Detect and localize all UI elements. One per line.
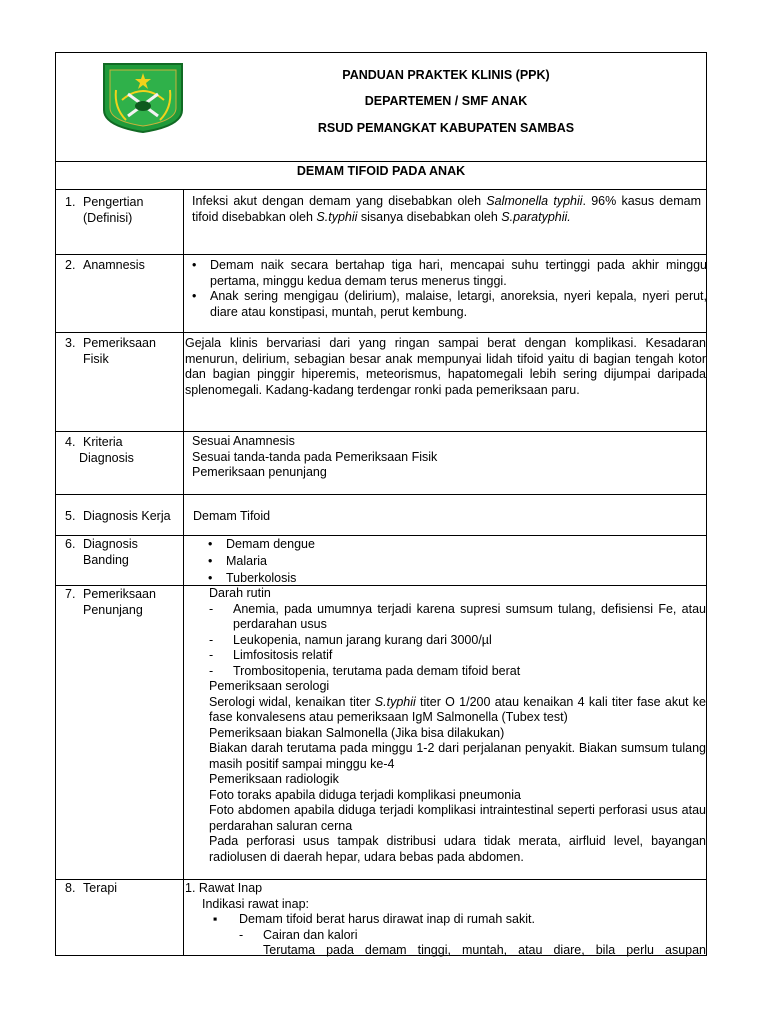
section-anamnesis: [56, 254, 706, 332]
document-header: [56, 53, 706, 161]
list-item: • Demam naik secara bertahap tiga hari, mencapai suhu tertinggi pada akhir minggu pertama, minggu kedua demam terus menerus tinggi.: [188, 258, 707, 289]
section-label: 3. Pemeriksaan Fisik: [65, 336, 156, 366]
ppk-document: [55, 52, 707, 956]
section-label: 1. Pengertian (Definisi): [65, 195, 144, 225]
list-item: • Malaria: [204, 553, 315, 570]
section-definition: [56, 189, 706, 254]
title-row: [56, 161, 706, 189]
list-item: - Anemia, pada umumnya terjadi karena supresi sumsum tulang, defisiensi Fe, atau perdarahan usus: [209, 602, 706, 633]
list-item: - Leukopenia, namun jarang kurang dari 3000/µl: [209, 633, 706, 649]
list-item: - Cairan dan kalori: [185, 928, 706, 944]
header-title: PANDUAN PRAKTEK KLINIS (PPK): [342, 68, 550, 82]
section-label: 6. Diagnosis Banding: [65, 537, 138, 567]
section-supporting-exam: [56, 585, 706, 879]
definition-text: Infeksi akut dengan demam yang disebabkan oleh Salmonella typhii. 96% kasus demam tifoid disebabkan oleh S.typhii sisanya disebabkan oleh S.paratyphii.: [192, 194, 701, 224]
diagnosis-criteria-list: Sesuai Anamnesis Sesuai tanda-tanda pada Pemeriksaan Fisik Pemeriksaan penunjang: [192, 434, 438, 479]
section-label: 5. Diagnosis Kerja: [65, 509, 171, 523]
supporting-exam-content: Darah rutin - Anemia, pada umumnya terjadi karena supresi sumsum tulang, defisiensi Fe, atau perdarahan usus - Leukopenia, namun jarang kurang dari 3000/µl - Limfositosis relatif - Trombositopenia, terutama pada demam tifoid berat Pemeriksaan serologi Serologi widal, kenaikan titer S.typhii titer O 1/200 atau kenaikan 4 kali titer fase akut ke fase konvalesens atau pemeriksaan IgM Salmonella (Tubex test) Pemeriksaan biakan Salmonella (Jika bisa dilakukan) Biakan darah terutama pada minggu 1-2 dari perjalanan penyakit. Biakan sumsum tulang masih positif sampai minggu ke-4 Pemeriksaan radiologik Foto toraks apabila diduga terjadi komplikasi pneumonia Foto abdomen apabila diduga terjadi komplikasi intraintestinal seperti perforasi usus atau perdarahan saluran cerna Pada perforasi usus tampak distribusi udara tidak merata, airfluid level, bayangan radiolusen di daerah hepar, udara bebas pada abdomen.: [209, 586, 706, 865]
differential-list: [204, 536, 315, 587]
section-diagnosis-criteria: [56, 431, 706, 494]
section-label: 2. Anamnesis: [65, 258, 145, 272]
sambas-regency-emblem-icon: [100, 60, 186, 134]
section-physical-exam: [56, 332, 706, 431]
list-item: • Demam dengue: [204, 536, 315, 553]
list-item: - Limfositosis relatif: [209, 648, 706, 664]
section-label: 4. Kriteria Diagnosis: [65, 435, 134, 465]
section-label: 8. Terapi: [65, 881, 118, 895]
list-item: - Trombositopenia, terutama pada demam tifoid berat: [209, 664, 706, 680]
anamnesis-list: [188, 258, 707, 320]
therapy-content: 1. Rawat Inap Indikasi rawat inap: ▪ Demam tifoid berat harus dirawat inap di rumah sakit. - Cairan dan kalori Terutama pada demam tinggi, muntah, atau diare, bila perlu asupan: [185, 881, 706, 959]
header-hospital: RSUD PEMANGKAT KABUPATEN SAMBAS: [317, 121, 575, 135]
list-item: • Tuberkolosis: [204, 570, 315, 587]
section-label: 7. Pemeriksaan Penunjang: [65, 587, 156, 617]
list-item: ▪ Demam tifoid berat harus dirawat inap di rumah sakit.: [185, 912, 706, 928]
list-item: • Anak sering mengigau (delirium), malaise, letargi, anoreksia, nyeri kepala, nyeri perut, diare atau konstipasi, muntah, perut kembung.: [188, 289, 707, 320]
header-department: DEPARTEMEN / SMF ANAK: [364, 94, 528, 108]
section-differential-diagnosis: [56, 535, 706, 585]
section-therapy: [56, 879, 706, 955]
working-diagnosis-text: Demam Tifoid: [193, 509, 271, 523]
document-title: DEMAM TIFOID PADA ANAK: [296, 164, 466, 178]
section-working-diagnosis: [56, 494, 706, 535]
physical-exam-text: Gejala klinis bervariasi dari yang ringan sampai berat dengan komplikasi. Kesadaran menurun, delirium, sebagian besar anak mempunyai lidah tifoid yaitu di bagian tengah kotor dan bagian pinggir hiperemis, meteorismus, hapatomegali lebih sering dijumpai daripada splenomegali. Kadang-kadang terdengar ronki pada pemeriksaan paru.: [185, 336, 706, 397]
